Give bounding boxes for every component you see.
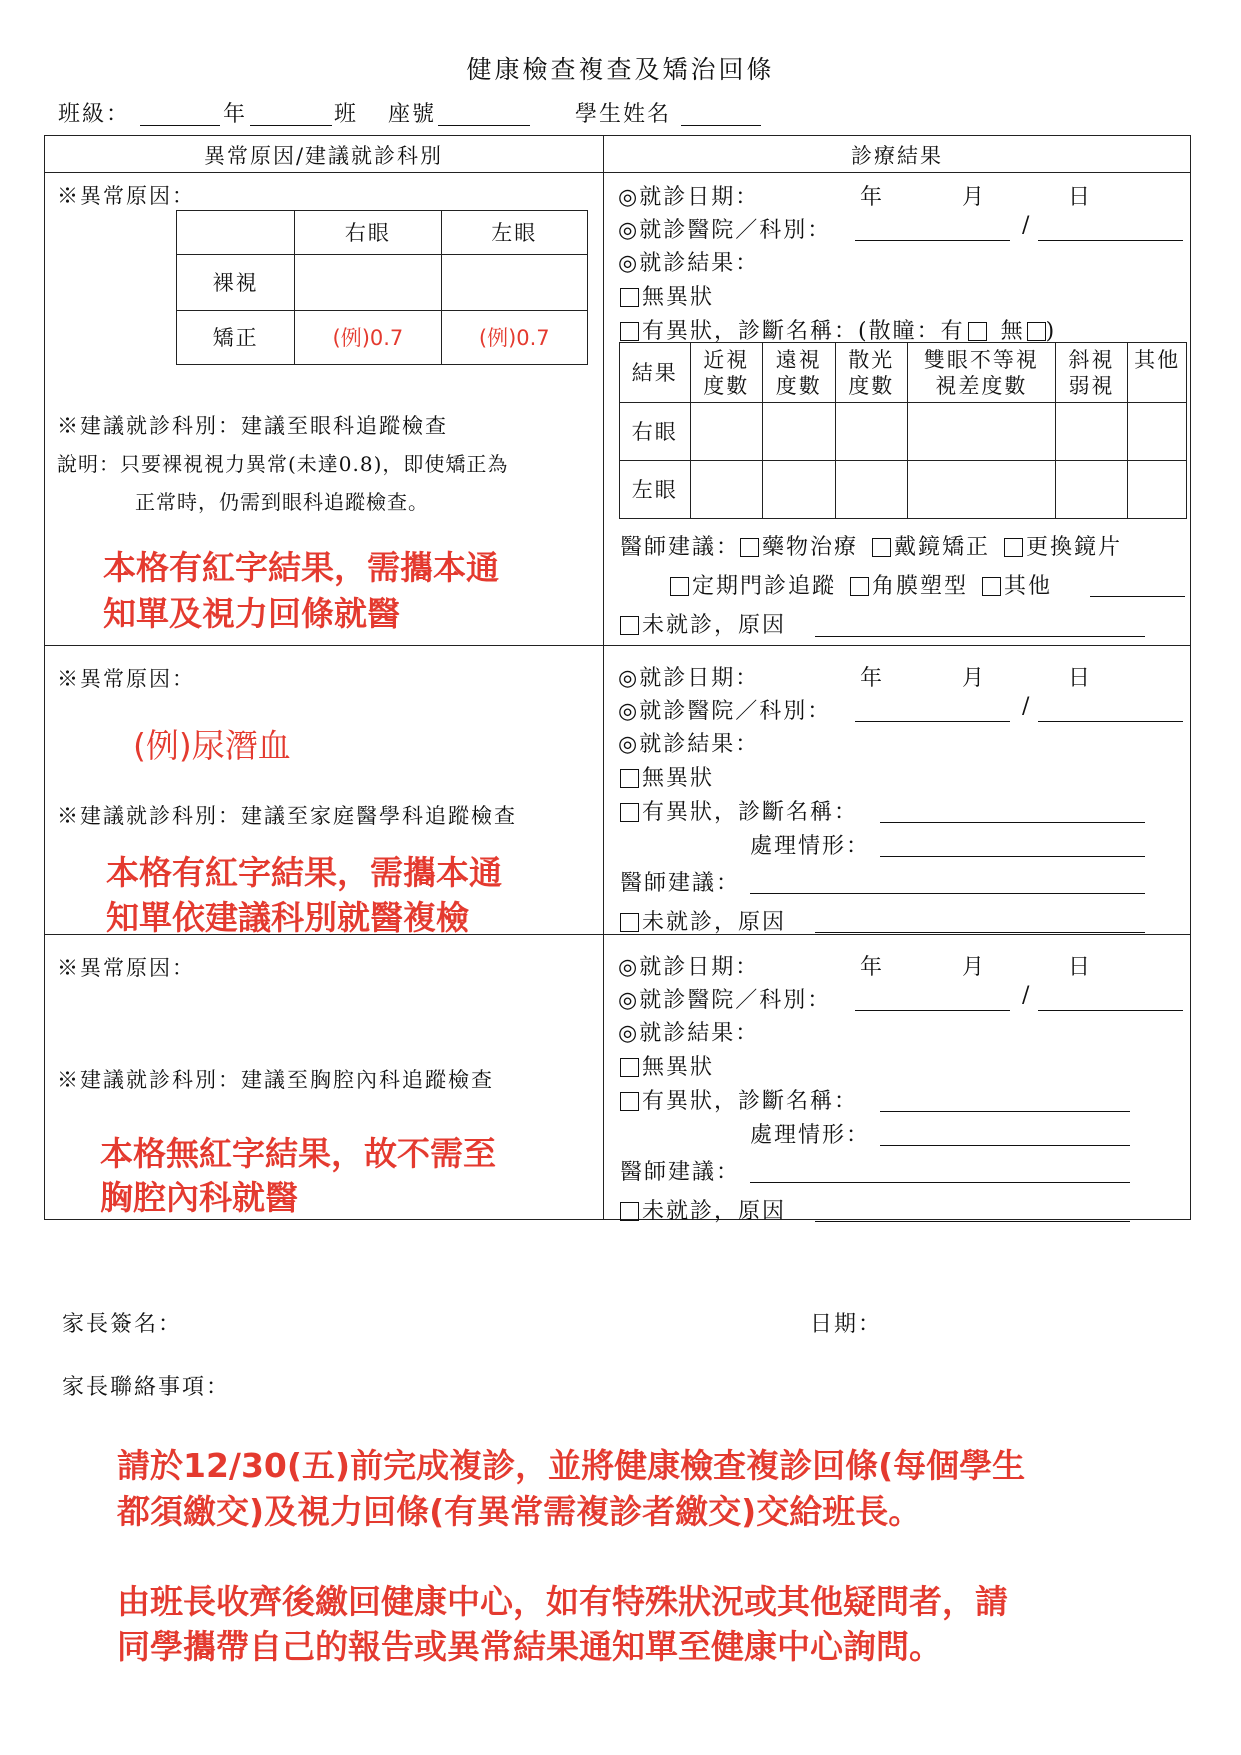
checkbox[interactable] <box>740 538 759 557</box>
header-right: 診療結果 <box>851 144 943 168</box>
example-left-value: (例)0.7 <box>478 325 550 350</box>
vision-corrected-left[interactable] <box>441 311 587 365</box>
checkbox[interactable] <box>620 1092 639 1111</box>
s2-advice-label: 醫師建議： <box>620 871 741 896</box>
s2-treatment-blank[interactable] <box>880 856 1145 857</box>
s1-not-visited[interactable] <box>620 608 786 639</box>
s3-date-label: ◎就診日期： <box>618 955 760 980</box>
year-label: 年 <box>223 102 248 127</box>
s3-slash: / <box>1022 983 1032 1008</box>
s1-dept-blank[interactable] <box>1038 240 1183 241</box>
s1-normal[interactable] <box>620 280 714 311</box>
header-left: 異常原因/建議就診科別 <box>203 144 444 168</box>
s2-abnormal[interactable] <box>620 795 858 826</box>
s2-advice-blank[interactable] <box>750 893 1145 894</box>
grid-head-result: 結果 <box>620 343 691 403</box>
s1-normal-label: 無異狀 <box>642 285 715 310</box>
notice1-line2: 都須繳交)及視力回條(有異常需複診者繳交)交給班長。 <box>117 1492 922 1531</box>
checkbox[interactable] <box>620 322 639 341</box>
vision-naked-left[interactable] <box>441 255 587 311</box>
s1-year: 年 <box>860 185 885 210</box>
vision-table <box>176 210 588 365</box>
parent-contact-label: 家長聯絡事項： <box>62 1375 231 1400</box>
grid-cell[interactable] <box>1128 461 1187 519</box>
class-blank[interactable] <box>250 125 332 126</box>
vision-naked-right[interactable] <box>295 255 441 311</box>
s2-not-visited[interactable] <box>620 905 786 936</box>
s2-reason-blank[interactable] <box>815 932 1145 933</box>
notice1-line1: 請於12/30(五)前完成複診，並將健康檢查複診回條(每個學生 <box>117 1446 1026 1485</box>
s2-slash: / <box>1022 694 1032 719</box>
s2-year: 年 <box>860 666 885 691</box>
vision-corrected-right[interactable] <box>295 311 441 365</box>
s3-abnormal-label: 有異狀，診斷名稱： <box>642 1089 859 1114</box>
s1-red-notice-line1: 本格有紅字結果，需攜本通 <box>103 548 499 587</box>
s1-abnormal[interactable] <box>620 314 1056 345</box>
s3-advice-label: 醫師建議： <box>620 1160 741 1185</box>
opt-glasses: 戴鏡矯正 <box>894 535 991 560</box>
s2-diagnosis-blank[interactable] <box>880 822 1145 823</box>
notice2-line2: 同學攜帶自己的報告或異常結果通知單至健康中心詢問。 <box>117 1627 942 1666</box>
s1-note-line1: 說明：只要裸視視力異常(未達0.8)，即使矯正為 <box>57 452 509 476</box>
page-title: 健康檢查複查及矯治回條 <box>466 55 775 84</box>
checkbox[interactable] <box>620 1058 639 1077</box>
checkbox[interactable] <box>982 577 1001 596</box>
grid-cell[interactable] <box>690 403 763 461</box>
s3-treatment-label: 處理情形： <box>750 1123 871 1148</box>
s1-other-blank[interactable] <box>1090 596 1185 597</box>
diagnosis-grid <box>619 342 1187 519</box>
grid-head-anisometropia: 雙眼不等視 視差度數 <box>908 343 1056 403</box>
grid-cell[interactable] <box>690 461 763 519</box>
s1-day: 日 <box>1068 185 1093 210</box>
s2-red-notice-line1: 本格有紅字結果，需攜本通 <box>106 853 502 892</box>
grid-cell[interactable] <box>763 403 836 461</box>
s2-cause-label: ※異常原因： <box>57 667 195 691</box>
s3-day: 日 <box>1068 955 1093 980</box>
column-divider <box>603 135 604 1220</box>
checkbox[interactable] <box>872 538 891 557</box>
s1-not-visited-label: 未就診，原因 <box>642 613 787 638</box>
s3-cause-label: ※異常原因： <box>57 956 195 980</box>
s3-month: 月 <box>962 955 987 980</box>
dilate-no-label: 無 <box>1000 319 1025 344</box>
vision-row-naked: 裸視 <box>177 255 295 311</box>
dilate-no-checkbox[interactable] <box>1027 322 1046 341</box>
s3-dept-blank[interactable] <box>1038 1010 1183 1011</box>
dilate-close: ) <box>1045 319 1057 344</box>
opt-followup: 定期門診追蹤 <box>692 574 837 599</box>
s2-day: 日 <box>1068 666 1093 691</box>
s3-year: 年 <box>860 955 885 980</box>
s1-advice-row2 <box>670 569 1052 600</box>
opt-medicine: 藥物治療 <box>762 535 859 560</box>
grid-row-right: 右眼 <box>620 403 691 461</box>
seat-blank[interactable] <box>438 125 530 126</box>
s1-abnormal-label: 有異狀，診斷名稱：(散瞳：有 <box>642 319 965 344</box>
checkbox[interactable] <box>670 577 689 596</box>
s2-hospital-label: ◎就診醫院／科別： <box>618 699 832 724</box>
grid-cell[interactable] <box>1055 461 1128 519</box>
s2-dept: ※建議就診科別：建議至家庭醫學科追蹤檢查 <box>57 804 517 828</box>
vision-col-left: 左眼 <box>441 211 587 255</box>
s1-advice-row1 <box>620 530 1122 561</box>
s1-date-label: ◎就診日期： <box>618 185 760 210</box>
example-right-value: (例)0.7 <box>332 325 404 350</box>
s3-normal-label: 無異狀 <box>642 1055 715 1080</box>
s2-red-notice-line2: 知單依建議科別就醫複檢 <box>106 898 469 937</box>
opt-ortho: 角膜塑型 <box>872 574 969 599</box>
checkbox[interactable] <box>1004 538 1023 557</box>
s3-advice-blank[interactable] <box>750 1182 1130 1183</box>
grid-cell[interactable] <box>763 461 836 519</box>
opt-other: 其他 <box>1004 574 1053 599</box>
grid-head-astigmatism: 散光 度數 <box>835 343 908 403</box>
s2-normal[interactable] <box>620 761 714 792</box>
header-divider <box>44 172 1191 173</box>
s2-not-visited-label: 未就診，原因 <box>642 910 787 935</box>
s1-hospital-label: ◎就診醫院／科別： <box>618 218 832 243</box>
grid-cell[interactable] <box>1055 403 1128 461</box>
s2-normal-label: 無異狀 <box>642 766 715 791</box>
grid-cell[interactable] <box>835 461 908 519</box>
dilate-yes-checkbox[interactable] <box>968 322 987 341</box>
s3-treatment-blank[interactable] <box>880 1145 1130 1146</box>
s3-normal[interactable] <box>620 1050 714 1081</box>
parent-signature-label: 家長簽名： <box>62 1312 183 1337</box>
s2-result-label: ◎就診結果： <box>618 732 760 757</box>
seat-label: 座號 <box>388 102 437 127</box>
grid-head-strabismus: 斜視 弱視 <box>1055 343 1128 403</box>
grade-blank[interactable] <box>140 125 220 126</box>
s3-abnormal[interactable] <box>620 1084 858 1115</box>
grid-cell[interactable] <box>835 403 908 461</box>
s3-dept: ※建議就診科別：建議至胸腔內科追蹤檢查 <box>57 1068 494 1092</box>
grid-head-myopia: 近視 度數 <box>690 343 763 403</box>
s1-note-line2: 正常時，仍需到眼科追蹤檢查。 <box>135 490 429 514</box>
s1-slash: / <box>1022 213 1032 238</box>
s3-red-notice-line1: 本格無紅字結果，故不需至 <box>100 1134 496 1173</box>
s1-reason-blank[interactable] <box>815 636 1145 637</box>
checkbox[interactable] <box>620 288 639 307</box>
s1-month: 月 <box>962 185 987 210</box>
s3-not-visited-label: 未就診，原因 <box>642 1199 787 1224</box>
grid-cell[interactable] <box>1128 403 1187 461</box>
vision-table-corner <box>177 211 295 255</box>
class-label: 班級： <box>58 102 131 127</box>
grid-head-hyperopia: 遠視 度數 <box>763 343 836 403</box>
s1-result-label: ◎就診結果： <box>618 251 760 276</box>
s1-red-notice-line2: 知單及視力回條就醫 <box>103 594 400 633</box>
s2-dept-blank[interactable] <box>1038 721 1183 722</box>
checkbox[interactable] <box>620 616 639 635</box>
s3-reason-blank[interactable] <box>815 1221 1130 1222</box>
student-name-blank[interactable] <box>681 125 761 126</box>
grid-cell[interactable] <box>908 461 1056 519</box>
row-divider-1 <box>44 645 1191 646</box>
student-name-label: 學生姓名 <box>575 102 672 127</box>
opt-change: 更換鏡片 <box>1026 535 1123 560</box>
s2-treatment-label: 處理情形： <box>750 834 871 859</box>
checkbox[interactable] <box>620 769 639 788</box>
s2-date-label: ◎就診日期： <box>618 666 760 691</box>
checkbox[interactable] <box>620 803 639 822</box>
grid-head-other: 其他 <box>1128 343 1187 403</box>
notice2-line1: 由班長收齊後繳回健康中心，如有特殊狀況或其他疑問者，請 <box>117 1582 1008 1621</box>
s1-cause-label: ※異常原因： <box>57 184 195 208</box>
s2-month: 月 <box>962 666 987 691</box>
s1-advice-label: 醫師建議： <box>620 535 741 560</box>
s2-abnormal-label: 有異狀，診斷名稱： <box>642 800 859 825</box>
s3-red-notice-line2: 胸腔內科就醫 <box>100 1178 298 1217</box>
s1-dept: ※建議就診科別：建議至眼科追蹤檢查 <box>57 414 448 438</box>
footer-date-label: 日期： <box>810 1312 883 1337</box>
checkbox[interactable] <box>620 913 639 932</box>
s3-diagnosis-blank[interactable] <box>880 1111 1130 1112</box>
s3-hospital-label: ◎就診醫院／科別： <box>618 988 832 1013</box>
class-unit-label: 班 <box>334 102 359 127</box>
vision-row-corrected: 矯正 <box>177 311 295 365</box>
grid-row-left: 左眼 <box>620 461 691 519</box>
vision-col-right: 右眼 <box>295 211 441 255</box>
grid-cell[interactable] <box>908 403 1056 461</box>
checkbox[interactable] <box>850 577 869 596</box>
s1-hospital-blank[interactable] <box>855 240 1010 241</box>
s3-result-label: ◎就診結果： <box>618 1021 760 1046</box>
checkbox[interactable] <box>620 1202 639 1221</box>
s3-hospital-blank[interactable] <box>855 1010 1010 1011</box>
s2-example: (例)尿潛血 <box>133 726 291 765</box>
s2-hospital-blank[interactable] <box>855 721 1010 722</box>
s3-not-visited[interactable] <box>620 1194 786 1225</box>
